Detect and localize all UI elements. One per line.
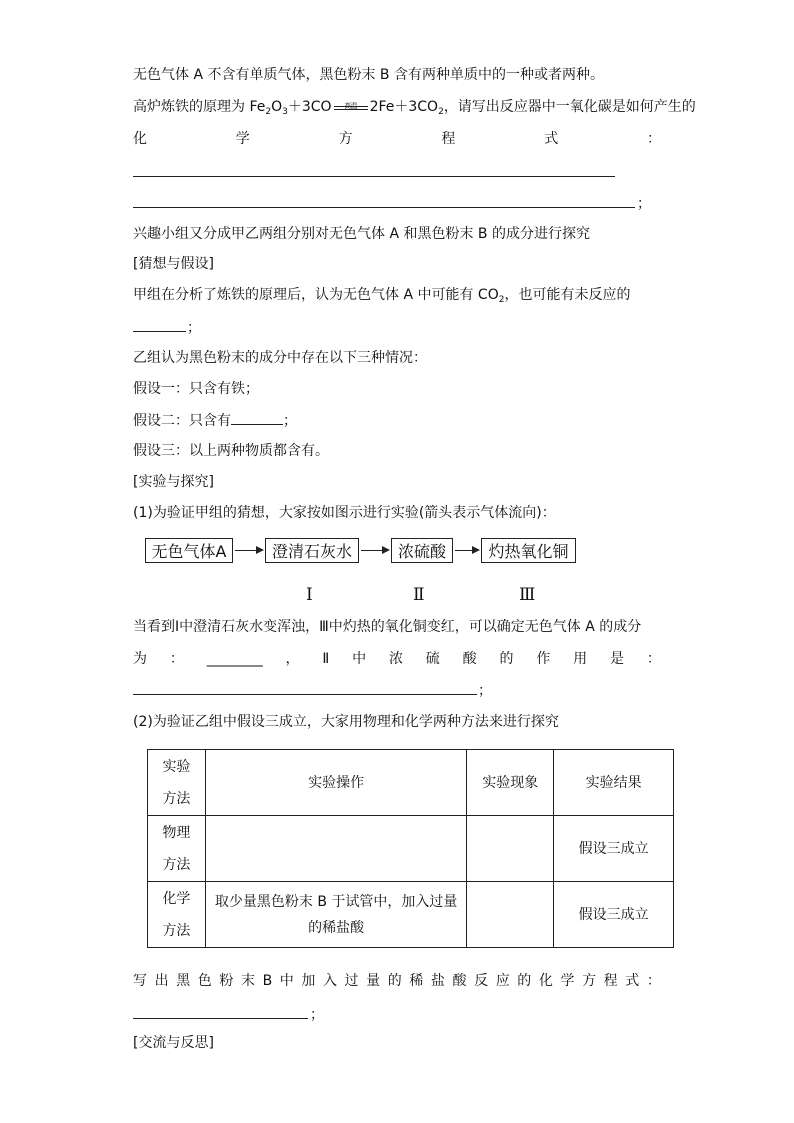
text-line-6 — [133, 285, 630, 305]
reaction-condition-text: 高温 — [344, 102, 358, 110]
reaction-condition-sign — [334, 100, 368, 112]
spread-char: 量 — [366, 973, 381, 989]
flow-arrow — [235, 550, 264, 552]
spread-char: 作 — [536, 651, 551, 667]
eq-sub-2: 3 — [282, 107, 288, 117]
table-cell-phenomenon[interactable] — [467, 816, 554, 882]
table-header-operation: 实验操作 — [205, 750, 466, 816]
spread-char: 学 — [560, 973, 575, 989]
spread-char: 黑 — [176, 973, 191, 989]
spread-char: 浓 — [388, 651, 403, 667]
spread-char: 的 — [499, 651, 514, 667]
answer-blank-1[interactable] — [133, 176, 615, 177]
row2-operation-line1: 取少量黑色粉末 B 于试管中，加入过量 — [214, 893, 458, 910]
eq-post: ，请写出反应器中一氧化碳是如何产生的 — [443, 99, 696, 115]
table-row — [148, 816, 674, 882]
spread-char: 入 — [322, 973, 337, 989]
section-heading-hypothesis: [猜想与假设] — [133, 256, 214, 272]
table-header-result: 实验结果 — [554, 750, 674, 816]
line6-post: ，也可能有未反应的 — [504, 287, 631, 303]
flow-box-sulfuric-acid: 浓硫酸 — [391, 538, 453, 563]
spread-char: 硫 — [425, 651, 440, 667]
spread-char: 稀 — [409, 973, 424, 989]
semicolon: ； — [637, 196, 651, 212]
spread-char: 写 — [133, 973, 147, 989]
text-line-spread-2 — [133, 649, 661, 669]
spread-char: 中 — [279, 973, 294, 989]
text-line-spread-1 — [133, 129, 661, 149]
text-line-equation — [133, 97, 696, 117]
text-line-4: 兴趣小组又分成甲乙两组分别对无色气体 A 和黑色粉末 B 的成分进行探究 — [133, 226, 590, 242]
row1-method-line1: 物理 — [162, 824, 191, 841]
table-cell-method — [148, 816, 206, 882]
row1-method-line2: 方法 — [162, 856, 191, 873]
table-cell-method — [148, 882, 206, 948]
spread-char: 出 — [154, 973, 169, 989]
answer-blank-6[interactable] — [133, 694, 477, 695]
table-cell-phenomenon[interactable] — [467, 882, 554, 948]
spread-char: 是 — [610, 651, 625, 667]
table-cell-operation[interactable] — [205, 816, 466, 882]
flow-label-2: Ⅱ — [413, 585, 425, 605]
header-method-line2: 方法 — [162, 790, 191, 807]
spread-char: ： — [646, 131, 661, 147]
flow-label-3: Ⅲ — [519, 585, 536, 605]
row2-method-line2: 方法 — [162, 922, 191, 939]
answer-blank-2[interactable] — [133, 207, 635, 208]
spread-char: ： — [646, 651, 661, 667]
flow-label-1: Ⅰ — [306, 585, 313, 605]
spread-char: 过 — [344, 973, 359, 989]
spread-char: Ⅱ — [322, 651, 330, 667]
hypothesis-2 — [133, 410, 297, 431]
spread-char: 酸 — [452, 973, 467, 989]
flow-box-copper-oxide: 灼热氧化铜 — [481, 538, 576, 563]
spread-char: 为 — [133, 651, 147, 667]
text-line-7: 乙组认为黑色粉末的成分中存在以下三种情况： — [133, 350, 427, 366]
line6-pre: 甲组在分析了炼铁的原理后，认为无色气体 A 中可能有 CO — [133, 287, 499, 303]
section-heading-experiment: [实验与探究] — [133, 474, 214, 490]
spread-char: 程 — [603, 973, 618, 989]
spread-char: B — [262, 973, 273, 989]
hypothesis-2-post: ； — [283, 413, 297, 429]
eq-sub-3: 2 — [438, 107, 444, 117]
spread-char: 式 — [544, 131, 559, 147]
semicolon: ； — [187, 320, 201, 336]
table-cell-operation — [205, 882, 466, 948]
row2-method-line1: 化学 — [162, 890, 191, 907]
answer-blank-4[interactable] — [231, 410, 283, 425]
semicolon: ； — [478, 683, 492, 699]
text-line-spread-3 — [133, 971, 661, 991]
text-line-13: 当看到Ⅰ中澄清石灰水变浑浊，Ⅲ中灼热的氧化铜变红，可以确定无色气体 A 的成分 — [133, 619, 642, 635]
header-method-line1: 实验 — [162, 758, 191, 775]
table-header-row — [148, 750, 674, 816]
eq-pre: 高炉炼铁的原理为 Fe — [133, 99, 266, 115]
semicolon: ； — [310, 1007, 324, 1023]
spread-char: 反 — [474, 973, 489, 989]
spread-char: 加 — [301, 973, 316, 989]
spread-char: 用 — [573, 651, 588, 667]
spread-char: 式 — [625, 973, 640, 989]
spread-char: ： — [169, 651, 184, 667]
eq-mid-3: 2Fe＋3CO — [369, 99, 439, 115]
spread-char: 程 — [441, 131, 456, 147]
flow-box-limewater: 澄清石灰水 — [265, 538, 359, 563]
spread-char: 方 — [338, 131, 353, 147]
spread-char: ： — [646, 973, 661, 989]
text-line-12: (1)为验证甲组的猜想，大家按如图示进行实验(箭头表示气体流向)： — [133, 505, 556, 521]
experiment-table — [147, 749, 674, 948]
eq-sub-1: 2 — [265, 107, 272, 117]
spread-char: 学 — [235, 131, 250, 147]
answer-blank-7[interactable] — [133, 1018, 308, 1019]
line6-sub: 2 — [498, 295, 505, 305]
section-heading-reflection: [交流与反思] — [133, 1035, 214, 1051]
answer-blank-3[interactable] — [133, 331, 186, 332]
eq-mid-2: ＋3CO — [287, 99, 332, 115]
text-line-1: 无色气体 A 不含有单质气体，黑色粉末 B 含有两种单质中的一种或者两种。 — [133, 67, 604, 83]
spread-char: 中 — [352, 651, 367, 667]
table-header-method — [148, 750, 206, 816]
flow-arrow — [455, 550, 480, 552]
eq-mid-1: O — [271, 99, 283, 115]
row2-operation-line2: 的稀盐酸 — [308, 919, 365, 936]
spread-char: 盐 — [430, 973, 445, 989]
hypothesis-1: 假设一：只含有铁； — [133, 381, 259, 397]
spread-char: 的 — [387, 973, 402, 989]
spread-char: 化 — [133, 131, 147, 147]
spread-char: 应 — [495, 973, 510, 989]
hypothesis-2-pre: 假设二：只含有 — [133, 413, 231, 429]
spread-char: ， — [285, 651, 300, 667]
table-header-phenomenon: 实验现象 — [467, 750, 554, 816]
flow-box-gas-a: 无色气体A — [145, 538, 233, 563]
hypothesis-3: 假设三：以上两种物质都含有。 — [133, 443, 329, 459]
answer-blank-5[interactable]: ________ — [206, 651, 263, 667]
flow-arrow — [361, 550, 390, 552]
spread-char: 酸 — [462, 651, 477, 667]
table-row — [148, 882, 674, 948]
table-cell-result: 假设三成立 — [554, 816, 674, 882]
spread-char: 的 — [517, 973, 532, 989]
spread-char: 粉 — [219, 973, 234, 989]
table-cell-result: 假设三成立 — [554, 882, 674, 948]
text-line-15: (2)为验证乙组中假设三成立，大家用物理和化学两种方法来进行探究 — [133, 714, 559, 730]
spread-char: 方 — [582, 973, 597, 989]
spread-char: 化 — [538, 973, 553, 989]
spread-char: 色 — [197, 973, 212, 989]
spread-char: 末 — [240, 973, 255, 989]
